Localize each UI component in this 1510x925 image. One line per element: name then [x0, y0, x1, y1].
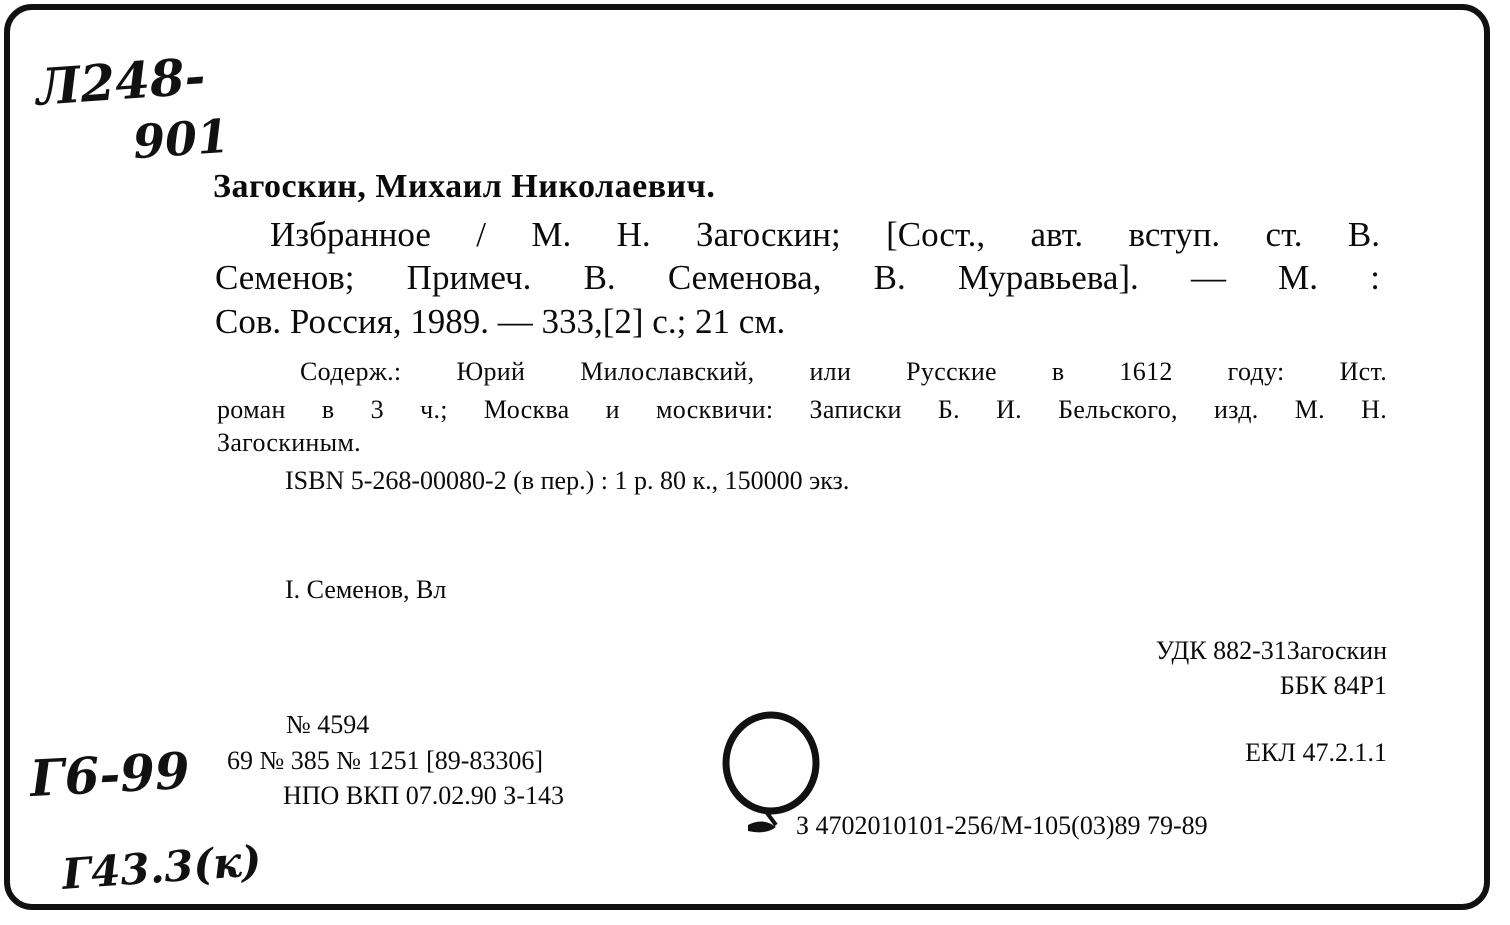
- contents-line-2: роман в 3 ч.; Москва и москвичи: Записки Б. И. Бельского, изд. М. Н.: [217, 395, 1387, 424]
- title-line-2: Семенов; Примеч. В. Семенова, В. Муравьева]. — М. :: [215, 258, 1380, 297]
- title-line-1: Избранное / М. Н. Загоскин; [Сост., авт. вступ. ст. В.: [270, 215, 1380, 254]
- card-number: № 4594: [286, 710, 370, 739]
- author-heading: Загоскин, Михаил Николаевич.: [213, 168, 716, 205]
- isbn-line: ISBN 5-268-00080-2 (в пер.) : 1 р. 80 к., 150000 экз.: [285, 466, 850, 495]
- handwritten-classification: Г43.3(к): [60, 836, 263, 899]
- udk-code: УДК 882-31Загоскин: [1155, 636, 1387, 665]
- publisher-code: З 4702010101-256/М-105(03)89 79-89: [796, 811, 1208, 840]
- npo-line: НПО ВКП 07.02.90 З-143: [283, 781, 564, 810]
- handwritten-shelf-mark: Г6-99: [28, 740, 192, 809]
- added-entry: I. Семенов, Вл: [285, 575, 447, 604]
- handwritten-call-number-suffix: 901: [131, 108, 231, 170]
- contents-line-1: Содерж.: Юрий Милославский, или Русские в 1612 году: Ист.: [300, 357, 1387, 386]
- bbk-code: ББК 84Р1: [1279, 671, 1387, 700]
- punch-hole-mark: [718, 705, 828, 845]
- ekl-code: ЕКЛ 47.2.1.1: [1245, 738, 1387, 767]
- handwritten-call-number: Л248-: [34, 46, 208, 117]
- contents-line-3: Загоскиным.: [217, 428, 361, 457]
- order-line: 69 № 385 № 1251 [89-83306]: [227, 746, 544, 775]
- title-line-3: Сов. Россия, 1989. — 333,[2] с.; 21 см.: [215, 302, 786, 341]
